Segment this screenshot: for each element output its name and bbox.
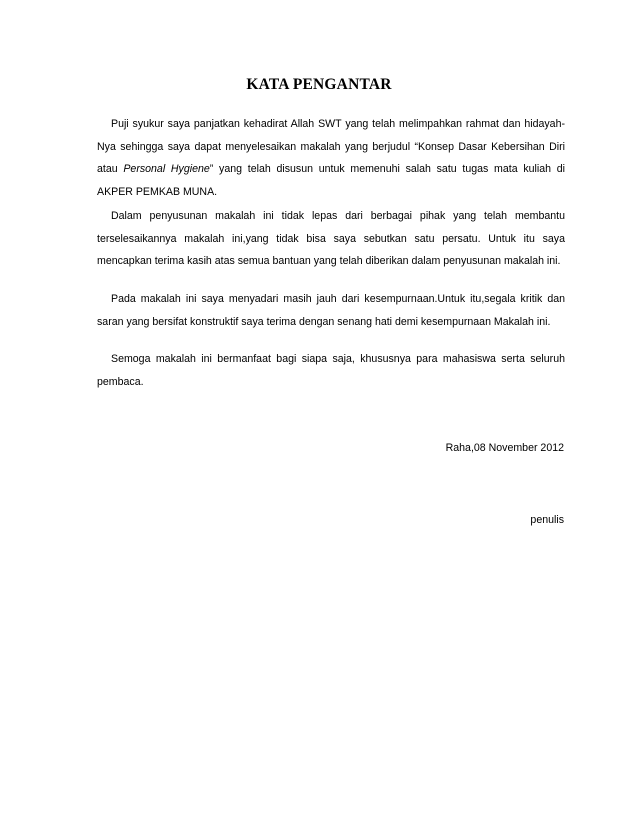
paragraph-opening-text-end: ” yang telah disusun untuk memenuhi salah satu tugas mata kuliah di AKPER PEMKAB MUNA. xyxy=(97,163,566,198)
paragraph-critique-text: Pada makalah ini saya menyadari masih jauh dari kesempurnaan.Untuk itu,segala kritik dan saran yang bersifat konstruktif saya terima dengan senang hati demi kesempurnaan Makalah ini. xyxy=(97,293,565,328)
signer-name: penulis xyxy=(530,514,564,526)
page-title: KATA PENGANTAR xyxy=(246,76,392,93)
paragraph-opening-italic-term: Personal Hygiene xyxy=(123,163,210,175)
place-date: Raha,08 November 2012 xyxy=(445,442,564,454)
paragraph-acknowledgement-text: Dalam penyusunan makalah ini tidak lepas dari berbagai pihak yang telah membantu terselesaikannya makalah ini,yang tidak bisa saya sebutkan satu persatu. Untuk itu saya mencapkan terima kasih atas semua bantuan yang telah diberikan dalam penyusunan makalah ini. xyxy=(97,210,565,267)
paragraph-critique xyxy=(97,288,565,333)
paragraph-opening xyxy=(97,113,565,203)
paragraph-closing-text: Semoga makalah ini bermanfaat bagi siapa saja, khususnya para mahasiswa serta seluruh pembaca. xyxy=(97,353,565,388)
paragraph-closing xyxy=(97,348,565,393)
paragraph-opening-text: Puji syukur saya panjatkan kehadirat Allah SWT yang telah melimpahkan rahmat dan hidayah-Nya sehingga saya dapat menyelesaikan makalah yang berjudul “Konsep Dasar Kebersihan Diri atau xyxy=(97,118,565,175)
paragraph-acknowledgement xyxy=(97,205,565,273)
